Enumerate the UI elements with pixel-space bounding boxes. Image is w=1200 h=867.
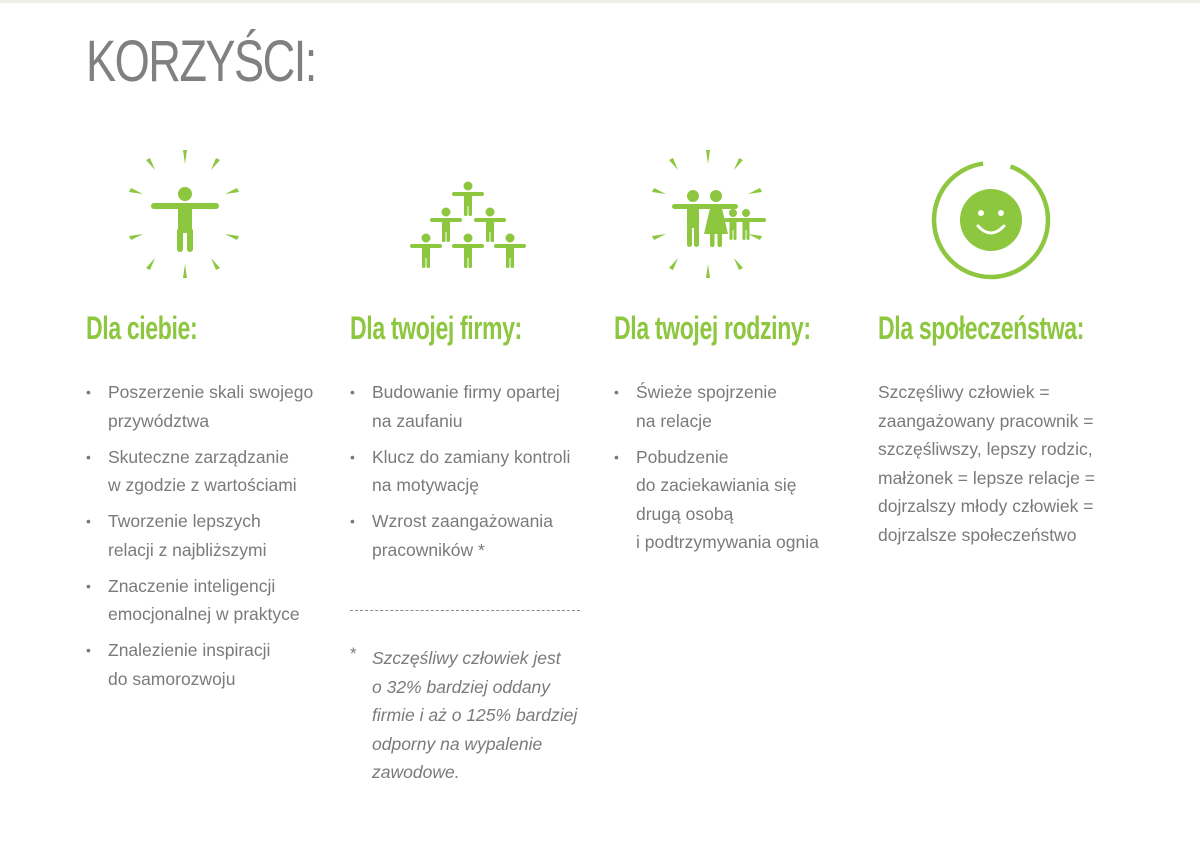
list-item: • Znaczenie inteligencji emocjonalnej w praktyce [86, 575, 300, 624]
footnote [350, 644, 595, 787]
column-heading: Dla społeczeństwa: [878, 310, 1085, 346]
list-item: • Tworzenie lepszych relacji z najbliższymi [86, 511, 267, 560]
list-item: • Budowanie firmy opartej na zaufaniu [350, 382, 560, 431]
column-heading: Dla ciebie: [86, 310, 198, 346]
top-divider [0, 0, 1200, 3]
list-item: • Świeże spojrzenie na relacje [614, 382, 778, 431]
family-rays-icon [638, 150, 778, 290]
person-rays-icon [115, 150, 255, 290]
footnote-marker: * [350, 644, 357, 663]
footnote-text: Szczęśliwy człowiek jest o 32% bardziej oddany firmie i aż o 125% bardziej odporny na wypalenie zawodowe. [372, 648, 578, 782]
list-item: • Poszerzenie skali swojego przywództwa [86, 382, 314, 431]
column-heading: Dla twojej firmy: [350, 310, 522, 346]
list-item: • Znalezienie inspiracji do samorozwoju [86, 640, 271, 689]
benefit-list [86, 378, 313, 701]
column-heading: Dla twojej rodziny: [614, 310, 811, 346]
page-title: KORZYŚCI: [86, 29, 316, 94]
people-pyramid-icon [398, 150, 538, 290]
society-equation-text: Szczęśliwy człowiek = zaangażowany pracownik = szczęśliwszy, lepszy rodzic, małżonek = lepsze relacje = dojrzalszy młody człowiek = dojrzalsze społeczeństwo [878, 382, 1095, 545]
smiley-circle-icon [921, 150, 1061, 290]
list-item: • Pobudzenie do zaciekawiania się drugą osobą i podtrzymywania ognia [614, 446, 819, 552]
benefit-list [614, 378, 819, 564]
list-item: • Wzrost zaangażowania pracowników * [350, 511, 553, 560]
list-item: • Klucz do zamiany kontroli na motywację [350, 446, 571, 495]
list-item: • Skuteczne zarządzanie w zgodzie z wartościami [86, 446, 297, 495]
benefit-list [350, 378, 570, 572]
footnote-separator [350, 610, 580, 611]
